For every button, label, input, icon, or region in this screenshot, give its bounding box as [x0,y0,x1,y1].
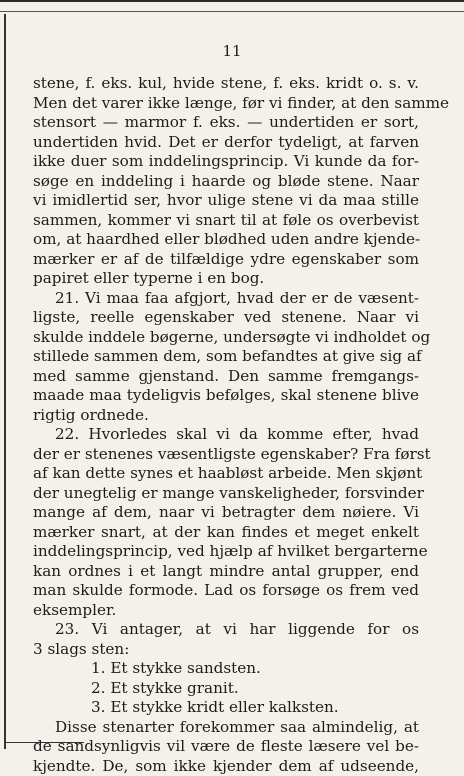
text-line: 22. Hvorledes skal vi da komme efter, hvad [33,425,419,445]
text-line: af kan dette synes et haabløst arbeide. Men skjønt [33,464,419,484]
text-line: 2. Et stykke granit. [33,679,419,699]
text-line: skulde inddele bøgerne, undersøgte vi indholdet og [33,328,419,348]
text-line: ikke duer som inddelingsprincip. Vi kunde da for- [33,152,419,172]
text-line: søge en inddeling i haarde og bløde stene. Naar [33,172,419,192]
text-line: sammen, kommer vi snart til at føle os overbevist [33,211,419,231]
text-line: 21. Vi maa faa afgjort, hvad der er de væsent- [33,289,419,309]
text-line: Disse stenarter forekommer saa almindelig, at [33,718,419,738]
text-line: om, at haardhed eller blødhed uden andre kjende- [33,230,419,250]
page-top-rule [0,0,464,12]
text-line: rigtig ordnede. [33,406,419,426]
text-line: mange af dem, naar vi betragter dem nøiere. Vi [33,503,419,523]
text-line: kan ordnes i et langt mindre antal grupper, end [33,562,419,582]
text-line: stene, f. eks. kul, hvide stene, f. eks. kridt o. s. v. [33,74,419,94]
page-number: 11 [0,42,464,60]
text-line: Men det varer ikke længe, før vi finder, at den samme [33,94,419,114]
text-line: med samme gjenstand. Den samme fremgangs- [33,367,419,387]
text-line: der unegtelig er mange vanskeligheder, forsvinder [33,484,419,504]
body-text [33,74,419,776]
text-line: undertiden hvid. Det er derfor tydeligt, at farven [33,133,419,153]
page-left-rule [4,14,6,749]
text-line: stillede sammen dem, som befandtes at give sig af [33,347,419,367]
text-line: de sandsynligvis vil være de fleste læsere vel be- [33,737,419,757]
text-line: man skulde formode. Lad os forsøge os frem ved [33,581,419,601]
text-line: 3 slags sten: [33,640,419,660]
text-line: inddelingsprincip, ved hjælp af hvilket bergarterne [33,542,419,562]
text-line: papiret eller typerne i en bog. [33,269,419,289]
text-line: der er stenenes væsentligste egenskaber? Fra først [33,445,419,465]
text-line: ligste, reelle egenskaber ved stenene. Naar vi [33,308,419,328]
text-line: maade maa tydeligvis befølges, skal stenene blive [33,386,419,406]
text-line: eksempler. [33,601,419,621]
text-line: stensort — marmor f. eks. — undertiden er sort, [33,113,419,133]
text-line: kjendte. De, som ikke kjender dem af udseende, [33,757,419,776]
text-line: 23. Vi antager, at vi har liggende for os [33,620,419,640]
text-line: 3. Et stykke kridt eller kalksten. [33,698,419,718]
text-line: vi imidlertid ser, hvor ulige stene vi da maa stille [33,191,419,211]
text-line: 1. Et stykke sandsten. [33,659,419,679]
text-line: mærker snart, at der kan findes et meget enkelt [33,523,419,543]
text-line: mærker er af de tilfældige ydre egenskaber som [33,250,419,270]
